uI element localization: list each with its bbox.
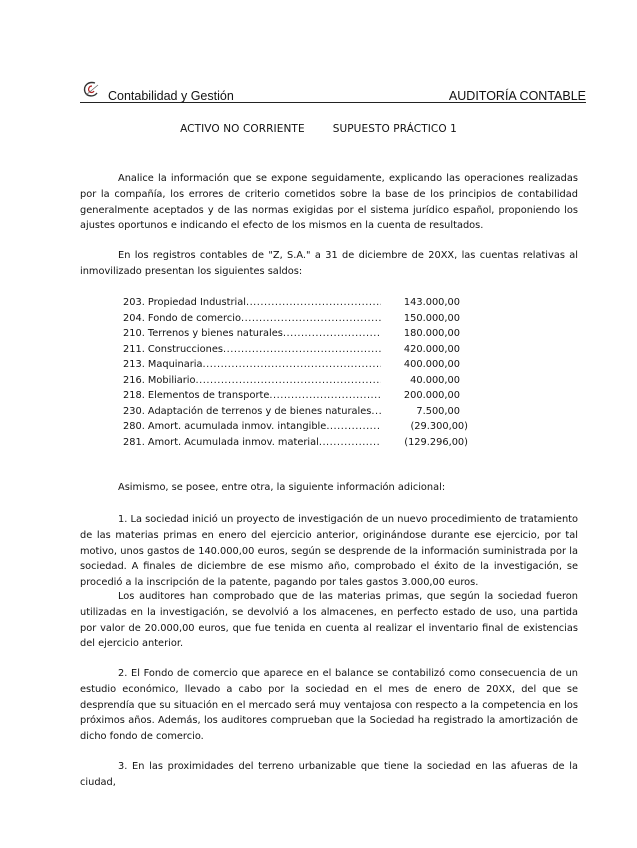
page-header — [80, 80, 586, 103]
item-3-paragraph: 3. En las proximidades del terreno urbanizable que tiene la sociedad en las afueras de la ciudad, — [80, 761, 578, 788]
account-label: 280. Amort. acumulada inmov. intangible ..... — [123, 419, 381, 435]
item-1-paragraph-2: Los auditores han comprobado que de las materias primas, que según la sociedad fueron utilizadas en la investigación, se devolvió a los almacenes, en perfecto estado de uso, una partida por valor de 20.000,00 euros, que fue tenida en cuenta al realizar el inventario final de existencias del ejercicio anterior. — [80, 591, 578, 650]
document-title — [0, 123, 637, 135]
header-left-title: Contabilidad y Gestión — [108, 89, 234, 103]
account-label: 204. Fondo de comercio ..... — [123, 311, 381, 327]
account-value: 180.000,00 — [403, 328, 460, 339]
item-1-paragraph-1: 1. La sociedad inició un proyecto de investigación de un nuevo procedimiento de tratamiento de las materias primas en enero del ejercicio anterior, originándose durante ese ejercicio, por tal motivo, unos gastos de 140.000,00 euros, según se desprende de la información suministrada por la sociedad. A finales de diciembre de ese mismo año, comprobado el éxito de la investigación, se procedió a la inscripción de la patente, pagando por tales gastos 3.000,00 euros. — [80, 514, 578, 589]
item-2-paragraph: 2. El Fondo de comercio que aparece en el balance se contabilizó como consecuencia de un estudio económico, llevado a cabo por la sociedad en el mes de enero de 20XX, del que se desprendía que su situación en el mercado será muy ventajosa con respecto a la competencia en los próximos años. Además, los auditores comprueban que la Sociedad ha registrado la amortización de dicho fondo de comercio. — [80, 668, 578, 743]
account-row — [123, 311, 468, 327]
account-row — [123, 419, 468, 435]
account-row — [123, 295, 468, 311]
account-value: 420.000,00 — [403, 343, 460, 355]
intro-paragraph: Analice la información que se expone seguidamente, explicando las operaciones realizadas por la compañía, los errores de criterio cometidos sobre la base de los principios de contabilidad generalmente aceptados y de las normas exigidas por el sistema jurídico español, proponiendo los ajustes oportunos e indicando el efecto de los mismos en la cuenta de resultados. — [80, 173, 578, 232]
account-label: 211. Construcciones ..... — [123, 342, 381, 358]
account-row — [123, 357, 468, 373]
account-row — [123, 373, 468, 389]
account-row — [123, 388, 468, 404]
account-value: 40.000,00 — [410, 374, 460, 386]
account-row — [123, 435, 468, 451]
account-label: 210. Terrenos y bienes naturales ..... — [123, 326, 381, 342]
account-label: 213. Maquinaria ..... — [123, 357, 381, 373]
account-row — [123, 404, 468, 420]
header-right-title: AUDITORÍA CONTABLE — [448, 89, 586, 103]
account-label: 203. Propiedad Industrial ..... — [123, 295, 381, 311]
account-value: (29.300,00) — [410, 421, 468, 432]
account-label: 216. Mobiliario ..... — [123, 373, 381, 389]
additional-info-intro: Asimismo, se posee, entre otra, la siguiente información adicional: — [118, 482, 446, 493]
title-exercise: SUPUESTO PRÁCTICO 1 — [332, 123, 457, 135]
account-label: 230. Adaptación de terrenos y de bienes naturales ..... — [123, 404, 381, 420]
account-value: (129.296,00) — [404, 436, 468, 448]
account-value: 200.000,00 — [403, 390, 460, 401]
account-row — [123, 326, 468, 342]
account-value: 143.000,00 — [403, 297, 460, 308]
accounts-list — [123, 295, 468, 450]
account-label: 281. Amort. Acumulada inmov. material ..... — [123, 435, 381, 451]
title-section: ACTIVO NO CORRIENTE — [180, 123, 305, 135]
balances-intro-paragraph: En los registros contables de "Z, S.A." a 31 de diciembre de 20XX, las cuentas relativas al inmovilizado presentan los siguientes saldos: — [80, 250, 578, 277]
account-value: 7.500,00 — [416, 405, 460, 417]
account-value: 400.000,00 — [403, 359, 460, 370]
logo-icon — [80, 80, 102, 100]
account-value: 150.000,00 — [403, 312, 460, 324]
account-label: 218. Elementos de transporte ..... — [123, 388, 381, 404]
account-row — [123, 342, 468, 358]
